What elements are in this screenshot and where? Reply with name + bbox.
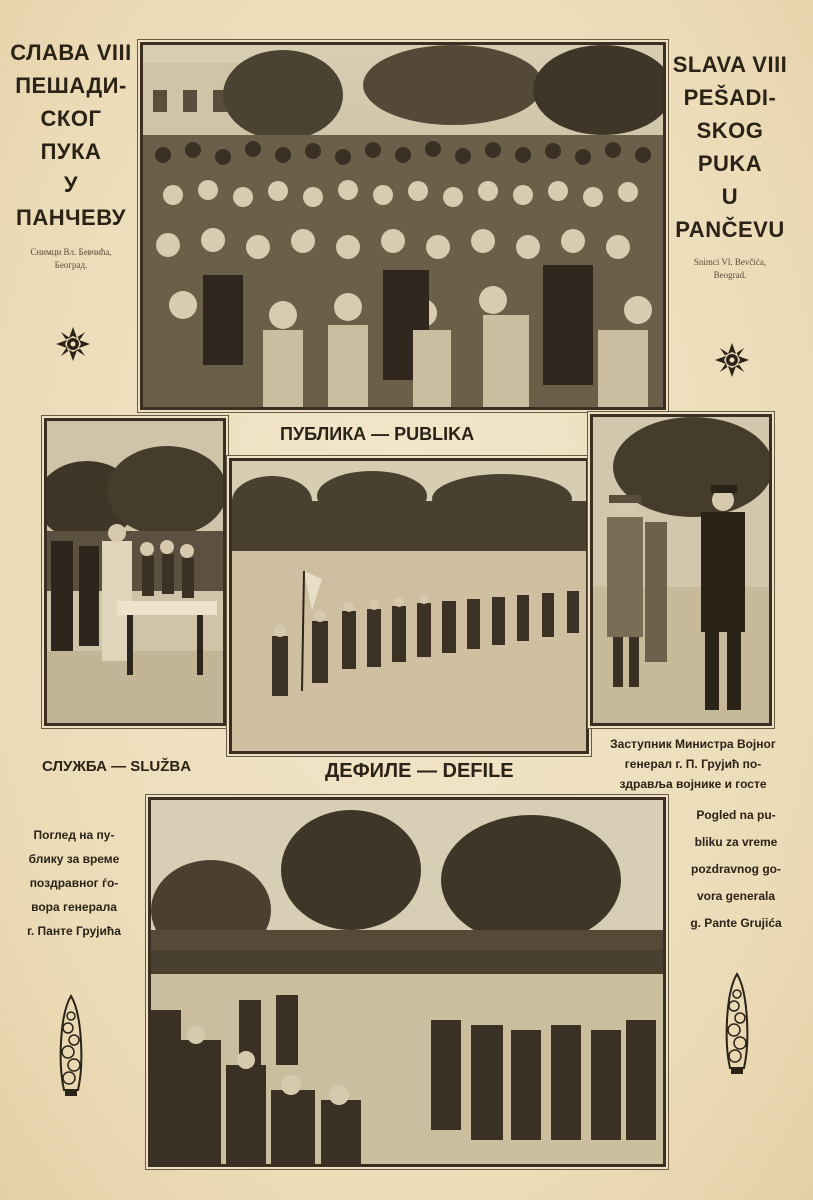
header-right — [668, 48, 792, 282]
seed-pod-icon — [56, 994, 86, 1098]
photo-service — [44, 418, 226, 726]
photo-credit-latin: Snimci Vl. Bevčića, Beograd. — [693, 257, 767, 280]
photo-march — [229, 458, 589, 754]
caption-zastupnik: Заступник Министра Војног генерал г. П. Грујић по- здравља војнике и госте — [610, 737, 776, 791]
seed-pod-icon — [722, 972, 752, 1076]
title-latin: SLAVA VIII PEŠADI- SKOG PUKA U PANČEVU — [672, 52, 788, 242]
photo-parade-ground — [148, 797, 666, 1167]
photo-crowd — [140, 42, 666, 410]
caption-defile: ДЕФИЛЕ — DEFILE — [325, 760, 514, 782]
rosette-icon — [55, 326, 91, 362]
caption-pogled-cyrillic: Поглед на пу- блику за време поздравног ѓо- вора генерала г. Панте Грујића — [27, 828, 121, 938]
caption-publika: ПУБЛИКА — PUBLIKA — [280, 424, 475, 444]
rosette-icon — [714, 342, 750, 378]
header-left — [10, 36, 132, 272]
caption-pogled-latin: Pogled na pu- bliku za vreme pozdravnog go- vora generala g. Pante Grujića — [690, 808, 782, 930]
caption-sluzba: СЛУЖБА — SLUŽBA — [42, 758, 192, 775]
title-cyrillic: СЛАВА VIII ПЕШАДИ- СКОГ ПУКА У ПАНЧЕВУ — [10, 40, 132, 230]
photo-credit-cyrillic: Снимци Вл. Бевчића, Београд. — [30, 247, 112, 270]
photo-general — [590, 414, 772, 726]
